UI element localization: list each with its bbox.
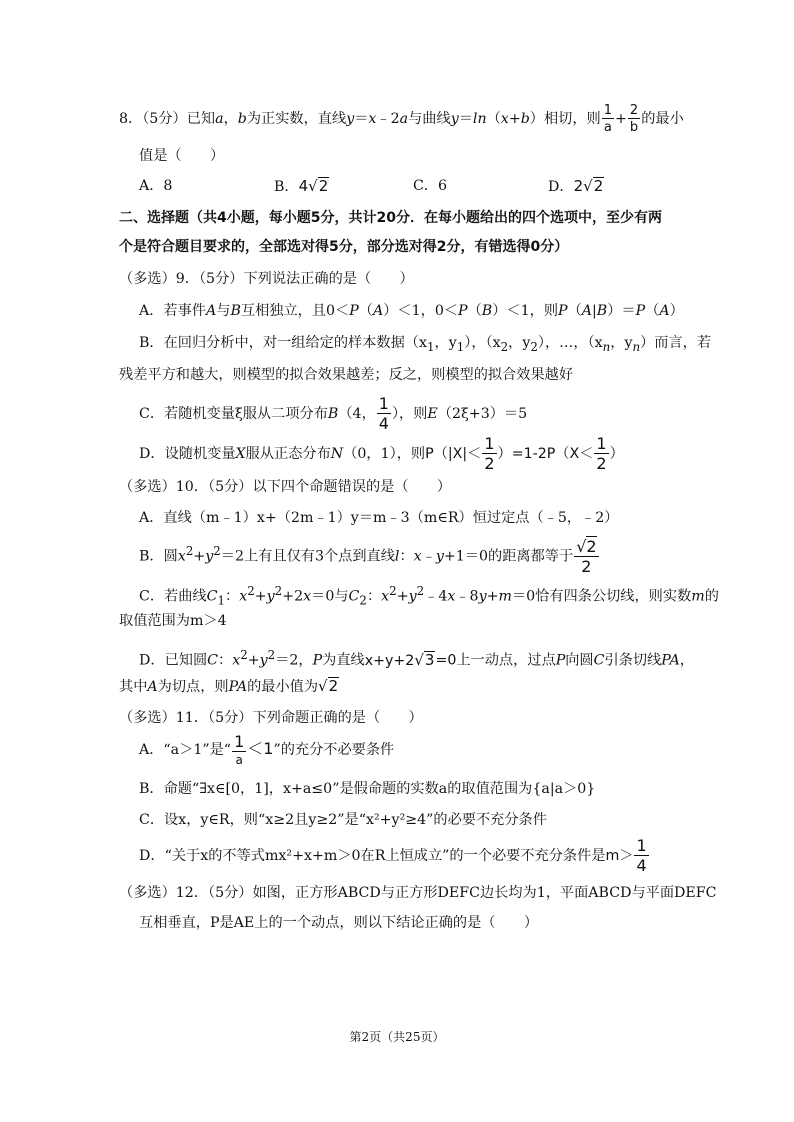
q8-option-b: B．4√2 (274, 177, 329, 195)
section2-heading: 二、选择题（共4小题，每小题5分，共计20分．在每小题给出的四个选项中，至少有两 (119, 210, 662, 226)
q10-option-c-line2: 取值范围为m＞4 (119, 613, 227, 629)
section2-heading-line2: 个是符合题目要求的，全部选对得5分，部分选对得2分，有错选得0分） (119, 239, 569, 255)
q9-option-d: D．设随机变量X服从正态分布N（0，1），则P（|X|＜ $\frac{1}{2}$ ）=1-2P（X＜ $\frac{1}{2}$ ） (139, 434, 624, 473)
q11-option-d: D．“关于x的不等式mx²+x+m＞0在R上恒成立”的一个必要不充分条件是m＞ $\frac{1}{4}$ (139, 836, 647, 875)
q8-stem: 8．（5分）已知a，b为正实数，直线y＝x﹣2a与曲线y＝ln（x+b）相切，则 $\frac{1}{a}$ + $\frac{2}{b}$ 的最小 (119, 103, 684, 135)
q8-stem-line2: 值是（ ） (139, 148, 225, 164)
q10-option-d: D．已知圆C：$x^2+y^2=2$，P为直线x+y+2√3=0上一动点，过点P向圆C引条切线PA， (139, 648, 694, 669)
q9-option-c: C．若随机变量ξ服从二项分布B（4， $\frac{1}{4}$ ），则E（2ξ+3）＝5 (139, 394, 528, 433)
q10-option-c: C．若曲线$C_1$：$x^2+y^2+2x=0$与$C_2$：$x^2+y^2﹣4x﹣8y+m=0$恰有四条公切线，则实数m的 (139, 584, 719, 608)
q12-stem: （多选）12．（5分）如图，正方形ABCD与正方形DEFC边长均为1，平面ABCD与平面DEFC (119, 885, 717, 901)
q12-stem-line2: 互相垂直，P是AE上的一个动点，则以下结论正确的是（ ） (139, 915, 539, 931)
q10-stem: （多选）10．（5分）以下四个命题错误的是（ ） (119, 479, 452, 495)
fraction-2-over-b: $\frac{2}{b}$ (629, 103, 639, 135)
q11-stem: （多选）11．（5分）下列命题正确的是（ ） (119, 710, 423, 726)
q9-option-b: B．在回归分析中，对一组给定的样本数据（$x_1$，$y_1$），（$x_2$，$y_2$），…，（$x_n$，$y_n$）而言，若 (139, 335, 712, 354)
q11-option-a: A．“a＞1”是“ $\frac{1}{a}$ ＜1”的充分不必要条件 (139, 732, 395, 767)
q9-option-b-line2: 残差平方和越大，则模型的拟合效果越差；反之，则模型的拟合效果越好 (119, 367, 574, 383)
q9-stem: （多选）9．（5分）下列说法正确的是（ ） (119, 271, 414, 287)
q8-option-d: D．2√2 (548, 177, 604, 195)
q10-option-b: B．圆$x^2+y^2=2$上有且仅有3个点到直线l：x﹣y+1＝0的距离都等于 $\frac{√2}{2}$ (139, 536, 597, 576)
q11-option-b: B．命题“∃x∈[0，1]，x+a≤0”是假命题的实数a的取值范围为{a|a＞0} (139, 781, 596, 797)
q9-option-a: A．若事件A与B互相独立，且0＜P（A）＜1，0＜P（B）＜1，则P（A|B）＝P（A） (139, 303, 684, 319)
q11-option-c: C．设x，y∈R，则“x≥2且y≥2”是“x²+y²≥4”的必要不充分条件 (139, 812, 547, 828)
fraction-1-over-a: $\frac{1}{a}$ (603, 103, 613, 135)
q8-option-a: A．8 (139, 178, 173, 194)
q10-option-a: A．直线（m﹣1）x+（2m﹣1）y＝m﹣3（m∈R）恒过定点（﹣5，﹣2） (139, 510, 619, 526)
q8-option-c: C．6 (413, 178, 448, 194)
q10-option-d-line2: 其中A为切点，则PA的最小值为√2 (119, 677, 339, 695)
page-footer: 第2页（共25页） (349, 1030, 445, 1044)
